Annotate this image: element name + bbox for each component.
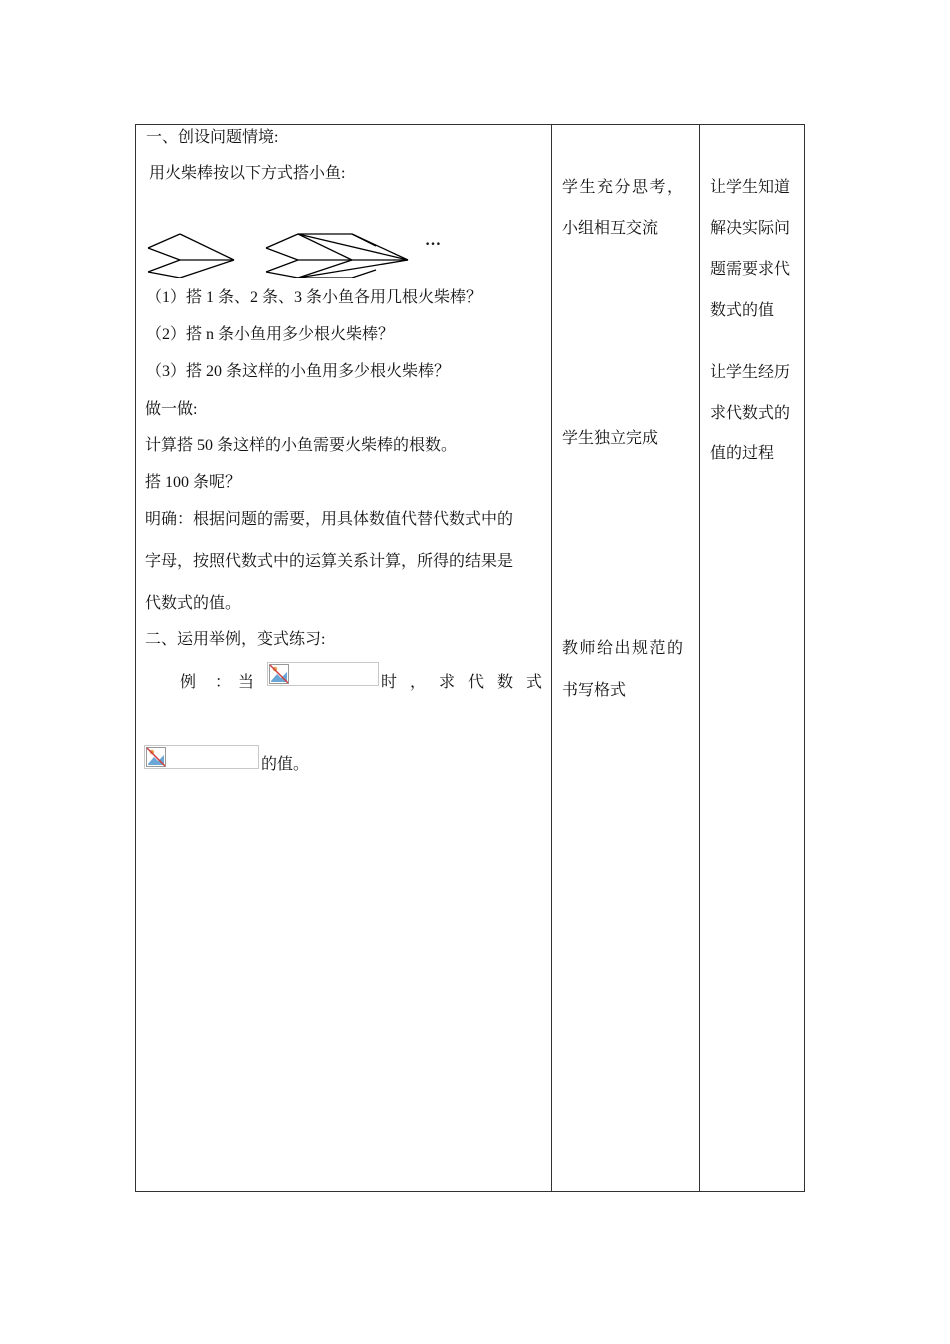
try-line-1: 计算搭 50 条这样的小鱼需要火柴棒的根数。 xyxy=(145,437,458,454)
clarify-line-3: 代数式的值。 xyxy=(145,595,242,612)
col3-r1-line4: 数式的值 xyxy=(710,302,775,319)
col3-r2-line2: 求代数式的 xyxy=(710,405,791,422)
try-title: 做一做: xyxy=(145,401,198,418)
col3-r1-line3: 题需要求代 xyxy=(710,261,791,278)
intro-text: 用火柴棒按以下方式搭小鱼: xyxy=(149,165,346,182)
col3-r1-line2: 解决实际问 xyxy=(710,220,791,237)
col3-r1-line1: 让学生知道 xyxy=(710,179,791,196)
example-char: 当 xyxy=(238,674,255,691)
example-char: 例 xyxy=(180,674,197,691)
col3-r2-line1: 让学生经历 xyxy=(710,364,791,381)
broken-image-icon xyxy=(146,747,166,767)
example-char: 时 xyxy=(381,674,398,691)
lesson-table xyxy=(135,124,805,1192)
col2-r1-line1: 学生充分思考， xyxy=(562,179,685,196)
example-char: 式 xyxy=(526,674,543,691)
broken-image-placeholder xyxy=(144,745,259,769)
column-divider-2 xyxy=(699,125,700,1191)
example-char: 代 xyxy=(468,674,485,691)
ellipsis: … xyxy=(425,232,441,249)
matchstick-fish-figure xyxy=(144,230,444,278)
section-heading-2: 二、运用举例，变式练习: xyxy=(145,631,326,648)
question-3: （3）搭 20 条这样的小鱼用多少根火柴棒？ xyxy=(146,363,451,380)
section-heading-1: 一、创设问题情境: xyxy=(146,129,279,146)
example-char: ： xyxy=(215,674,232,691)
example-end: 的值。 xyxy=(261,756,310,773)
try-line-2: 搭 100 条呢？ xyxy=(145,474,242,491)
clarify-line-2: 字母，按照代数式中的运算关系计算，所得的结果是 xyxy=(145,553,514,570)
col2-r3-line1: 教师给出规范的 xyxy=(562,640,685,657)
example-char: ， xyxy=(410,674,427,691)
broken-image-placeholder xyxy=(267,662,379,686)
broken-image-icon xyxy=(269,664,289,684)
column-divider-1 xyxy=(551,125,552,1191)
clarify-line-1: 明确：根据问题的需要，用具体数值代替代数式中的 xyxy=(145,511,514,528)
question-1: （1）搭 1 条、2 条、3 条小鱼各用几根火柴棒？ xyxy=(146,289,483,306)
col2-r1-line2: 小组相互交流 xyxy=(562,220,659,237)
col3-r2-line3: 值的过程 xyxy=(710,445,775,462)
col2-r3-line2: 书写格式 xyxy=(562,682,627,699)
example-char: 数 xyxy=(497,674,514,691)
example-char: 求 xyxy=(439,674,456,691)
fish-chain-icon xyxy=(266,234,408,278)
fish-1-icon xyxy=(148,234,234,278)
col2-r2: 学生独立完成 xyxy=(562,430,659,447)
question-2: （2）搭 n 条小鱼用多少根火柴棒？ xyxy=(146,326,395,343)
